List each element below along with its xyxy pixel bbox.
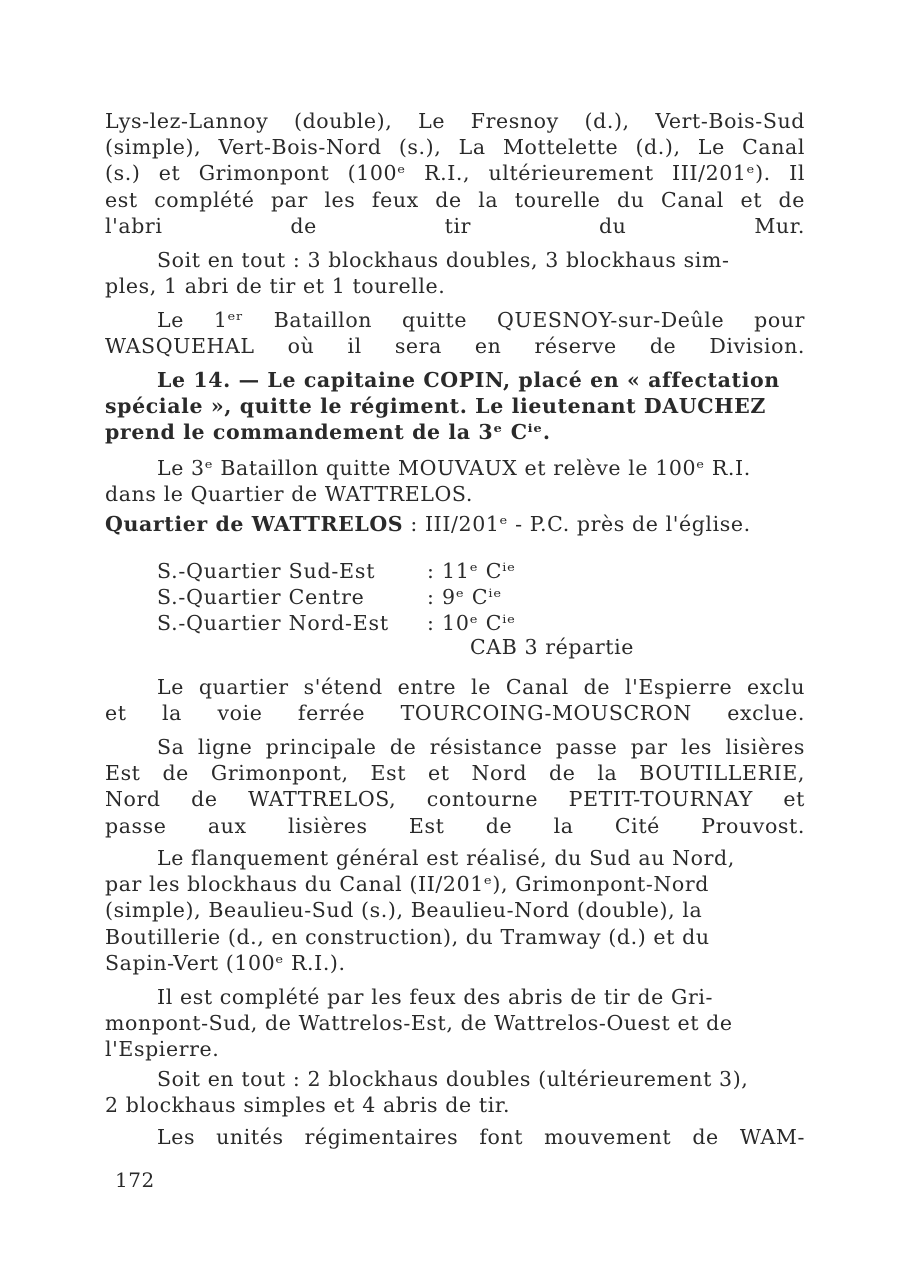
- cab-line: CAB 3 répartie: [470, 635, 635, 659]
- paragraph: Le 14. — Le capitaine COPIN, placé en « affectation spéciale », quitte le régiment. Le lieutenant DAUCHEZ prend le commandement de la 3ᵉ Cⁱᵉ.: [105, 368, 780, 445]
- paragraph-ligne-principale: [105, 734, 805, 839]
- sous-quartier-label: S.-Quartier Sud-Est: [157, 559, 376, 583]
- paragraph: Soit en tout : 3 blockhaus doubles, 3 blockhaus sim- ples, 1 abri de tir et 1 tourelle.: [105, 248, 730, 299]
- sous-quartier-value: : 11ᵉ Cⁱᵉ: [427, 559, 516, 583]
- paragraph-blockhaus-list: [105, 108, 805, 239]
- paragraph: Le flanquement général est réalisé, du Sud au Nord, par les blockhaus du Canal (II/201ᵉ), Grimonpont-Nord (simple), Beaulieu-Sud (s.), Beaulieu-Nord (double), la Boutillerie (d., en construction), du Tramway (d.) et du Sapin-Vert (100ᵉ R.I.).: [105, 846, 735, 975]
- quartier-detail: : III/201ᵉ - P.C. près de l'église.: [403, 512, 751, 536]
- paragraph: Le 1ᵉʳ Bataillon quitte QUESNOY-sur-Deûle pour WASQUEHAL où il sera en réserve de Division.: [105, 308, 805, 359]
- paragraph-unites-mouvement: [105, 1124, 805, 1150]
- paragraph: Il est complété par les feux des abris de tir de Gri- monpont-Sud, de Wattrelos-Est, de Wattrelos-Ouest et de l'Espierre.: [105, 985, 733, 1062]
- quartier-title: Quartier de WATTRELOS: [105, 512, 404, 536]
- sous-quartier-value: : 10ᵉ Cⁱᵉ: [427, 611, 516, 635]
- quartier-heading: [105, 511, 805, 537]
- sous-quartier-row: [157, 558, 547, 584]
- sous-quartier-row: [157, 584, 547, 610]
- paragraph: Le 3ᵉ Bataillon quitte MOUVAUX et relève le 100ᵉ R.I. dans le Quartier de WATTRELOS.: [105, 456, 751, 507]
- sous-quartier-label: S.-Quartier Centre: [157, 585, 365, 609]
- paragraph: Sa ligne principale de résistance passe par les lisières Est de Grimonpont, Est et Nord de la BOUTILLERIE, Nord de WATTRELOS, contourne PETIT-TOURNAY et passe aux lisières Est de la Cité Prouvost.: [105, 735, 805, 838]
- paragraph-flanquement: [105, 845, 805, 976]
- paragraph: Le quartier s'étend entre le Canal de l'Espierre exclu et la voie ferrée TOURCOING-MOUSCRON exclue.: [105, 675, 805, 726]
- paragraph: Les unités régimentaires font mouvement de WAM-: [157, 1125, 805, 1149]
- sous-quartier-value: : 9ᵉ Cⁱᵉ: [427, 585, 503, 609]
- paragraph-quartier-extent: [105, 674, 805, 726]
- sous-quartier-row: [157, 610, 547, 636]
- page-number: 172: [115, 1168, 155, 1192]
- paragraph: Lys-lez-Lannoy (double), Le Fresnoy (d.), Vert-Bois-Sud (simple), Vert-Bois-Nord (s.), La Mottelette (d.), Le Canal (s.) et Grimonpont (100ᵉ R.I., ultérieurement III/201ᵉ). Il est complété par les feux de la tourelle du Canal et de l'abri de tir du Mur.: [105, 109, 805, 238]
- paragraph: Soit en tout : 2 blockhaus doubles (ultérieurement 3), 2 blockhaus simples et 4 abris de tir.: [105, 1067, 749, 1118]
- sous-quartier-table: [157, 558, 547, 636]
- paragraph-total-2: [105, 1066, 805, 1118]
- sous-quartier-label: S.-Quartier Nord-Est: [157, 611, 389, 635]
- paragraph-3e-bataillon: [105, 455, 805, 507]
- paragraph-le-14: [105, 367, 805, 446]
- paragraph-1er-bataillon: [105, 307, 805, 359]
- paragraph-abris-de-tir: [105, 984, 805, 1063]
- paragraph-total-1: [105, 247, 805, 299]
